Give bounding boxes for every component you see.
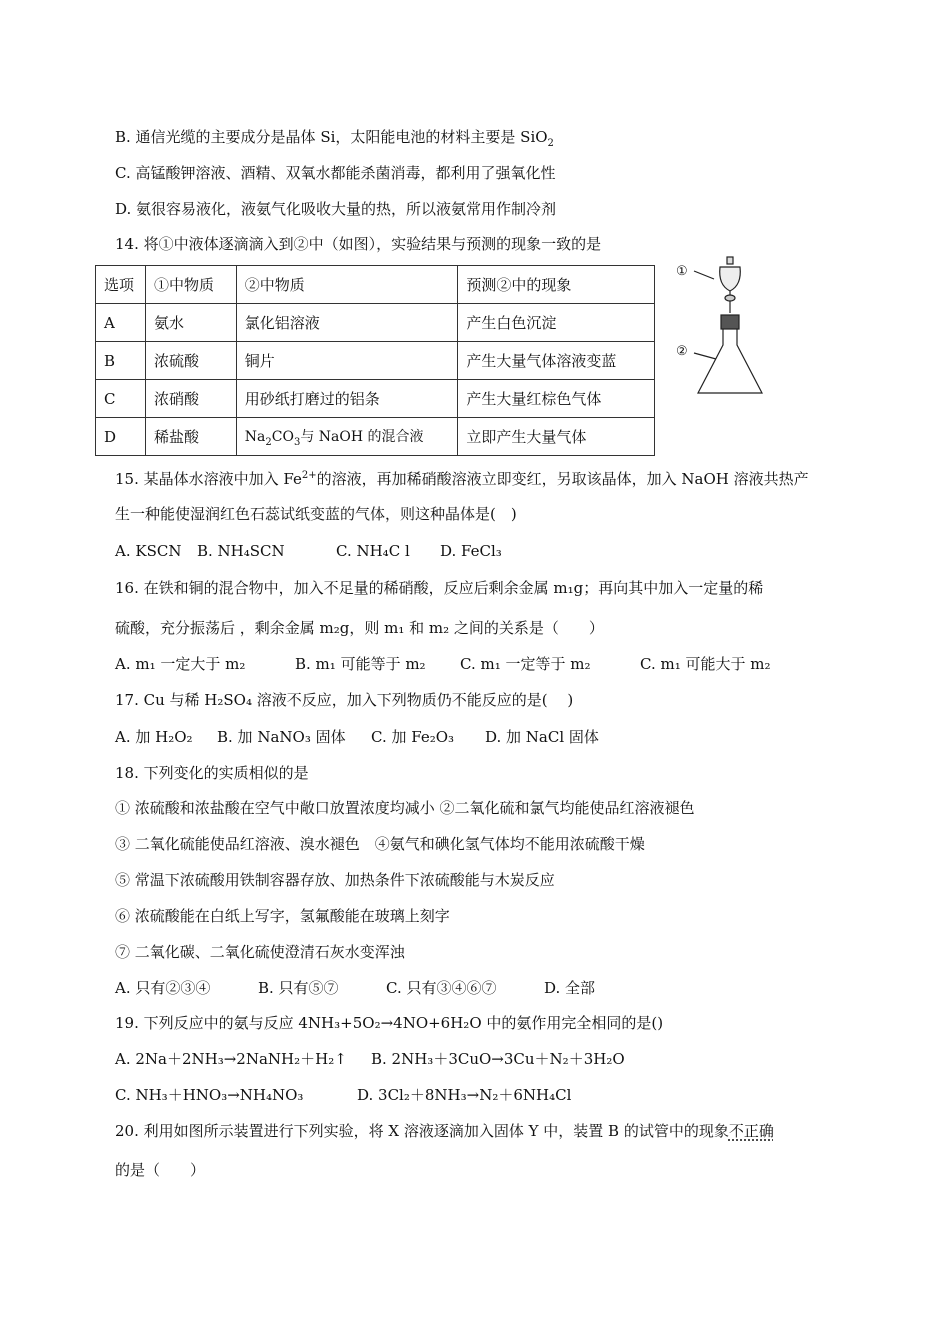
table-row [96, 342, 655, 380]
table-cell: $Na_2CO_3$与 NaOH 的混合液 [236, 418, 458, 456]
q17-option-c: C. 加 Fe₂O₃ [371, 728, 455, 746]
apparatus-label-1: ① [676, 264, 688, 279]
q20-stem-line1: 20. 利用如图所示装置进行下列实验，将 X 溶液逐滴加入固体 Y 中，装置 B 的试管中的现象不正确 [115, 1122, 774, 1140]
q18-option-a: A. 只有②③④ [115, 979, 211, 997]
table-cell: 氯化铝溶液 [236, 304, 458, 342]
q17-option-b: B. 加 NaNO₃ 固体 [217, 728, 346, 746]
table-header-row [96, 266, 655, 304]
apparatus-label-2: ② [676, 344, 688, 359]
table-cell: 产生白色沉淀 [458, 304, 655, 342]
table-cell: 铜片 [236, 342, 458, 380]
q19-option-c: C. NH₃＋HNO₃→NH₄NO₃ [115, 1086, 304, 1104]
table-header-cell: 预测②中的现象 [458, 266, 655, 304]
table-header-cell: ①中物质 [145, 266, 236, 304]
table-cell: 用砂纸打磨过的铝条 [236, 380, 458, 418]
q18-option-d: D. 全部 [544, 979, 596, 997]
table-cell: B [96, 342, 146, 380]
table-header-cell: 选项 [96, 266, 146, 304]
table-row [96, 304, 655, 342]
q13-option-c: C. 高锰酸钾溶液、酒精、双氧水都能杀菌消毒，都利用了强氧化性 [115, 164, 556, 182]
q15-stem-line1: 15. 某晶体水溶液中加入 $Fe^{2+}$的溶液，再加稀硝酸溶液立即变红，另取该晶体，加入 NaOH 溶液共热产 [115, 470, 809, 488]
table-cell: 立即产生大量气体 [458, 418, 655, 456]
q17-stem: 17. Cu 与稀 H₂SO₄ 溶液不反应，加入下列物质仍不能反应的是( ) [115, 691, 574, 709]
q17-option-d: D. 加 NaCl 固体 [485, 728, 599, 746]
q19-option-d: D. 3Cl₂＋8NH₃→N₂＋6NH₄Cl [357, 1086, 572, 1104]
table-header-cell: ②中物质 [236, 266, 458, 304]
table-cell: D [96, 418, 146, 456]
q16-stem-line2: 硫酸，充分振荡后 ，剩余金属 m₂g，则 m₁ 和 m₂ 之间的关系是（ ） [115, 619, 604, 637]
q18-item: ⑥ 浓硫酸能在白纸上写字，氢氟酸能在玻璃上刻字 [115, 907, 450, 925]
q16-option-a: A. m₁ 一定大于 m₂ [115, 655, 246, 673]
table-cell: C [96, 380, 146, 418]
q15-option-d: D. FeCl₃ [440, 542, 502, 560]
q18-item: ③ 二氧化硫能使品红溶液、溴水褪色 ④氨气和碘化氢气体均不能用浓硫酸干燥 [115, 835, 645, 853]
q20-stem-line2: 的是（ ） [115, 1161, 206, 1179]
q18-option-c: C. 只有③④⑥⑦ [386, 979, 497, 997]
q18-option-b: B. 只有⑤⑦ [258, 979, 339, 997]
q18-stem: 18. 下列变化的实质相似的是 [115, 764, 309, 782]
q15-option-b: B. NH₄SCN [197, 542, 285, 560]
emphasis-text: 不正确 [728, 1122, 774, 1140]
flask-funnel-diagram [690, 255, 780, 400]
table-cell: 浓硝酸 [145, 380, 236, 418]
table-row [96, 380, 655, 418]
q17-option-a: A. 加 H₂O₂ [115, 728, 193, 746]
q15-option-a: A. KSCN [115, 542, 182, 560]
q13-option-d: D. 氨很容易液化，液氨气化吸收大量的热，所以液氨常用作制冷剂 [115, 200, 557, 218]
q14-stem: 14. 将①中液体逐滴滴入到②中（如图），实验结果与预测的现象一致的是 [115, 235, 602, 253]
table-cell: 氨水 [145, 304, 236, 342]
q15-stem-line2: 生一种能使湿润红色石蕊试纸变蓝的气体，则这种晶体是( ) [115, 505, 517, 523]
table-cell: 产生大量气体溶液变蓝 [458, 342, 655, 380]
q16-stem-line1: 16. 在铁和铜的混合物中，加入不足量的稀硝酸，反应后剩余金属 m₁g；再向其中加入一定量的稀 [115, 579, 764, 597]
q18-item: ⑦ 二氧化碳、二氧化硫使澄清石灰水变浑浊 [115, 943, 405, 961]
q19-option-a: A. 2Na＋2NH₃→2NaNH₂＋H₂↑ [115, 1050, 347, 1068]
q18-item: ⑤ 常温下浓硫酸用铁制容器存放、加热条件下浓硫酸能与木炭反应 [115, 871, 555, 889]
table-cell: 产生大量红棕色气体 [458, 380, 655, 418]
table-cell: 浓硫酸 [145, 342, 236, 380]
q15-option-c: C. NH₄C l [336, 542, 410, 560]
q19-option-b: B. 2NH₃＋3CuO→3Cu＋N₂＋3H₂O [371, 1050, 625, 1068]
q16-option-b: B. m₁ 可能等于 m₂ [295, 655, 426, 673]
q13-option-b: B. 通信光缆的主要成分是晶体 Si，太阳能电池的材料主要是 SiO$_2$ [115, 128, 554, 149]
table-cell: 稀盐酸 [145, 418, 236, 456]
q14-table [95, 265, 655, 456]
q19-stem: 19. 下列反应中的氨与反应 4NH₃+5O₂→4NO+6H₂O 中的氨作用完全相同的是() [115, 1014, 664, 1032]
q16-option-d: C. m₁ 可能大于 m₂ [640, 655, 771, 673]
q16-option-c: C. m₁ 一定等于 m₂ [460, 655, 591, 673]
table-row [96, 418, 655, 456]
q18-item: ① 浓硫酸和浓盐酸在空气中敞口放置浓度均减小 ②二氧化硫和氯气均能使品红溶液褪色 [115, 799, 695, 817]
table-cell: A [96, 304, 146, 342]
